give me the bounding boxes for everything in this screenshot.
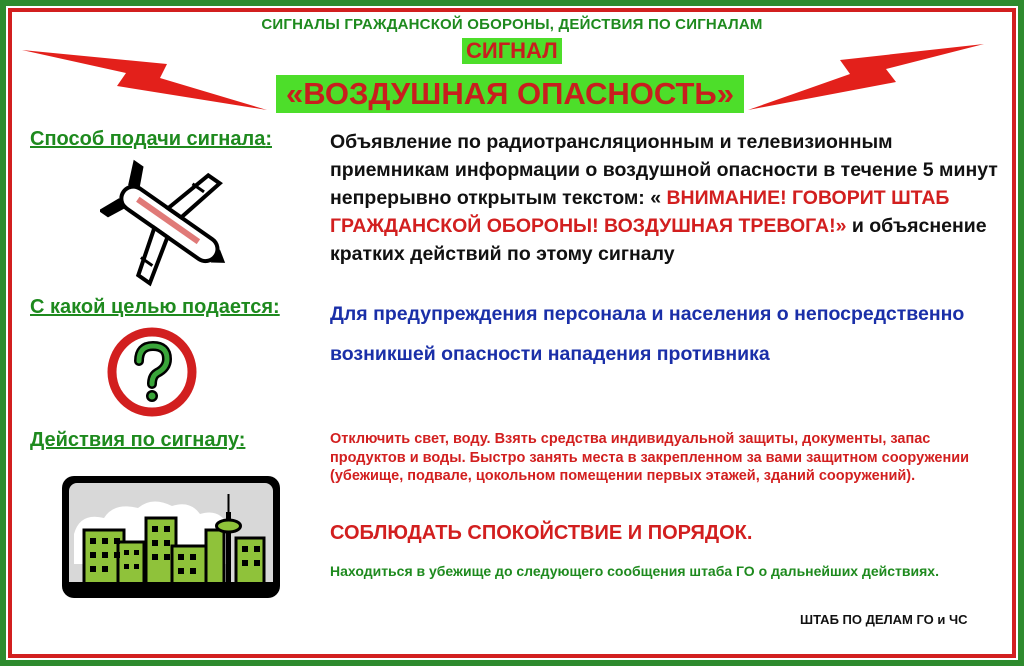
signal-name: «ВОЗДУШНАЯ ОПАСНОСТЬ» — [276, 75, 744, 113]
footer-signature: ШТАБ ПО ДЕЛАМ ГО и ЧС — [800, 612, 968, 627]
method-body-end: и объяснение кратких действий по этому сигналу — [330, 215, 987, 265]
purpose-colon: : — [273, 296, 280, 318]
actions-text: Отключить свет, воду. Взять средства индивидуальной защиты, документы, запас продуктов и воды. Быстро занять места в закрепленном за вами защитном сооружении (убежище, подвале, цокольном помещении первых этажей, зданий сооружений). — [330, 431, 970, 484]
method-label: Способ подачи сигнала — [30, 128, 266, 150]
signal-word: СИГНАЛ — [462, 38, 562, 64]
calm-notice: СОБЛЮДАТЬ СПОКОЙСТВИЕ И ПОРЯДОК. — [330, 522, 753, 544]
method-colon: : — [265, 128, 272, 150]
method-heading — [30, 128, 272, 151]
purpose-text: Для предупреждения персонала и населения о непосредственно возникшей опасности нападения противника — [330, 303, 965, 365]
shelter-notice: Находиться в убежище до следующего сообщения штаба ГО о дальнейших действиях. — [330, 563, 939, 579]
city-skyline-icon — [60, 474, 282, 600]
actions-heading — [30, 429, 245, 452]
actions-label: Действия по сигналу — [30, 429, 239, 451]
actions-colon: : — [238, 429, 246, 451]
purpose-heading — [30, 296, 280, 319]
lightning-icon — [748, 38, 988, 118]
purpose-label: С какой целью подается — [30, 296, 274, 318]
lightning-icon — [22, 40, 272, 120]
airplane-icon — [100, 158, 240, 288]
method-warning: ВНИМАНИЕ! ГОВОРИТ ШТАБ ГРАЖДАНСКОЙ ОБОРОНЫ! ВОЗДУШНАЯ ТРЕВОГА!» — [330, 187, 950, 237]
page-title: СИГНАЛЫ ГРАЖДАНСКОЙ ОБОРОНЫ, ДЕЙСТВИЯ ПО СИГНАЛАМ — [261, 16, 763, 33]
method-body: Объявление по радиотрансляционным и телевизионным приемникам информации о воздушной опасности в течение 5 минут непрерывно открытым текстом: « — [330, 131, 998, 209]
question-sign-icon — [106, 326, 198, 418]
method-text — [330, 128, 1010, 268]
